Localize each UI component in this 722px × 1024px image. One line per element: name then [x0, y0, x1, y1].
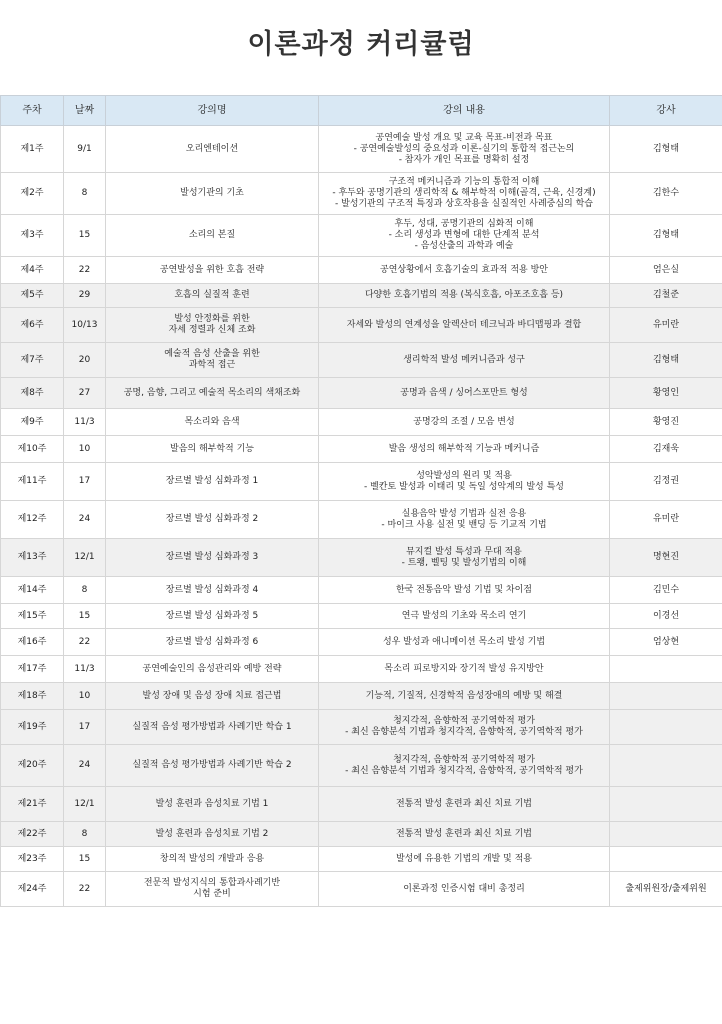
date-cell: 8	[64, 822, 106, 847]
lecture-content-cell: 기능적, 기질적, 신경학적 음성장애의 예방 및 해결	[319, 683, 610, 710]
lecture-content-cell: 공연예술 발성 개요 및 교육 목표-비전과 목표 - 공연예술발성의 중요성과 이론-실기의 통합적 접근논의 - 참자가 개인 목표를 명확히 설정	[319, 126, 610, 173]
header-lecture: 강의명	[106, 96, 319, 126]
teacher-cell	[610, 787, 722, 822]
teacher-cell: 김재욱	[610, 436, 722, 463]
table-row	[1, 787, 722, 822]
teacher-cell: 명현진	[610, 539, 722, 577]
lecture-name-cell: 호흡의 실질적 훈련	[106, 284, 319, 308]
date-cell: 9/1	[64, 126, 106, 173]
date-cell: 8	[64, 577, 106, 604]
teacher-cell: 엄상현	[610, 629, 722, 656]
lecture-name-cell: 목소리와 음색	[106, 409, 319, 436]
teacher-cell: 김형태	[610, 126, 722, 173]
week-cell: 제15주	[1, 604, 64, 629]
lecture-content-cell: 구조적 메커니즘과 기능의 통합적 이해 - 후두와 공명기관의 생리학적 & 해부학적 이해(골격, 근육, 신경계) - 발성기관의 구조적 특징과 상호작용을 실질적인 사례중심의 학습	[319, 173, 610, 215]
week-cell: 제5주	[1, 284, 64, 308]
week-cell: 제2주	[1, 173, 64, 215]
header-teacher: 강사	[610, 96, 722, 126]
teacher-cell: 김한수	[610, 173, 722, 215]
teacher-cell: 유미란	[610, 308, 722, 343]
week-cell: 제12주	[1, 501, 64, 539]
lecture-name-cell: 실질적 음성 평가방법과 사례기반 학습 2	[106, 745, 319, 787]
table-row	[1, 378, 722, 409]
table-row	[1, 683, 722, 710]
teacher-cell: 엄은실	[610, 257, 722, 284]
table-row	[1, 409, 722, 436]
teacher-cell: 김정권	[610, 463, 722, 501]
week-cell: 제17주	[1, 656, 64, 683]
lecture-name-cell: 소리의 본질	[106, 215, 319, 257]
teacher-cell: 김형태	[610, 215, 722, 257]
week-cell: 제16주	[1, 629, 64, 656]
teacher-cell	[610, 656, 722, 683]
date-cell: 8	[64, 173, 106, 215]
week-cell: 제8주	[1, 378, 64, 409]
table-row	[1, 710, 722, 745]
date-cell: 12/1	[64, 539, 106, 577]
week-cell: 제9주	[1, 409, 64, 436]
week-cell: 제21주	[1, 787, 64, 822]
table-row	[1, 822, 722, 847]
teacher-cell: 이경선	[610, 604, 722, 629]
teacher-cell	[610, 822, 722, 847]
table-row	[1, 847, 722, 872]
lecture-name-cell: 발음의 해부학적 기능	[106, 436, 319, 463]
table-row	[1, 656, 722, 683]
lecture-content-cell: 발성에 유용한 기법의 개발 및 적용	[319, 847, 610, 872]
table-row	[1, 173, 722, 215]
date-cell: 24	[64, 745, 106, 787]
lecture-content-cell: 연극 발성의 기초와 목소리 연기	[319, 604, 610, 629]
lecture-name-cell: 공연발성을 위한 호흡 전략	[106, 257, 319, 284]
table-row	[1, 539, 722, 577]
table-row	[1, 343, 722, 378]
table-row	[1, 629, 722, 656]
teacher-cell: 출제위원장/출제위원	[610, 872, 722, 907]
week-cell: 제6주	[1, 308, 64, 343]
week-cell: 제23주	[1, 847, 64, 872]
date-cell: 17	[64, 710, 106, 745]
table-row	[1, 257, 722, 284]
teacher-cell	[610, 710, 722, 745]
lecture-name-cell: 실질적 음성 평가방법과 사례기반 학습 1	[106, 710, 319, 745]
lecture-content-cell: 청지각적, 음향학적 공기역학적 평가 - 최신 음향분석 기법과 청지각적, 음향학적, 공기역학적 평가	[319, 745, 610, 787]
table-row	[1, 436, 722, 463]
lecture-content-cell: 공명과 음색 / 싱어스포만트 형성	[319, 378, 610, 409]
date-cell: 17	[64, 463, 106, 501]
week-cell: 제7주	[1, 343, 64, 378]
table-row	[1, 577, 722, 604]
lecture-name-cell: 예술적 음성 산출을 위한 과학적 접근	[106, 343, 319, 378]
lecture-content-cell: 전통적 발성 훈련과 최신 치료 기법	[319, 822, 610, 847]
table-row	[1, 126, 722, 173]
header-content: 강의 내용	[319, 96, 610, 126]
lecture-name-cell: 발성 장애 및 음성 장애 치료 접근법	[106, 683, 319, 710]
lecture-content-cell: 청지각적, 음향학적 공기역학적 평가 - 최신 음향분석 기법과 청지각적, 음향학적, 공기역학적 평가	[319, 710, 610, 745]
lecture-name-cell: 장르별 발성 심화과정 5	[106, 604, 319, 629]
table-row	[1, 308, 722, 343]
date-cell: 11/3	[64, 409, 106, 436]
week-cell: 제11주	[1, 463, 64, 501]
teacher-cell	[610, 745, 722, 787]
date-cell: 22	[64, 872, 106, 907]
teacher-cell: 김형태	[610, 343, 722, 378]
teacher-cell: 김민수	[610, 577, 722, 604]
teacher-cell: 황영인	[610, 378, 722, 409]
teacher-cell: 유미란	[610, 501, 722, 539]
week-cell: 제14주	[1, 577, 64, 604]
page-title: 이론과정 커리큘럼	[247, 29, 475, 60]
week-cell: 제3주	[1, 215, 64, 257]
date-cell: 10	[64, 436, 106, 463]
table-row	[1, 215, 722, 257]
lecture-name-cell: 창의적 발성의 개발과 응용	[106, 847, 319, 872]
lecture-content-cell: 공연상황에서 호흡기술의 효과적 적용 방안	[319, 257, 610, 284]
table-row	[1, 501, 722, 539]
date-cell: 24	[64, 501, 106, 539]
week-cell: 제13주	[1, 539, 64, 577]
lecture-content-cell: 한국 전통음악 발성 기법 및 차이점	[319, 577, 610, 604]
lecture-name-cell: 발성기관의 기초	[106, 173, 319, 215]
lecture-content-cell: 생리학적 발성 메커니즘과 성구	[319, 343, 610, 378]
table-row	[1, 604, 722, 629]
lecture-name-cell: 장르별 발성 심화과정 2	[106, 501, 319, 539]
lecture-content-cell: 공명강의 조절 / 모음 변성	[319, 409, 610, 436]
lecture-name-cell: 오리엔테이션	[106, 126, 319, 173]
header-date: 날짜	[64, 96, 106, 126]
lecture-name-cell: 공명, 음향, 그리고 예술적 목소리의 색채조화	[106, 378, 319, 409]
teacher-cell	[610, 683, 722, 710]
table-header-row	[1, 96, 722, 126]
week-cell: 제1주	[1, 126, 64, 173]
date-cell: 15	[64, 847, 106, 872]
curriculum-table	[0, 95, 722, 907]
lecture-content-cell: 다양한 호흡기법의 적용 (복식호흡, 아포조호흡 등)	[319, 284, 610, 308]
lecture-name-cell: 발성 훈련과 음성치료 기법 1	[106, 787, 319, 822]
week-cell: 제10주	[1, 436, 64, 463]
date-cell: 15	[64, 604, 106, 629]
week-cell: 제22주	[1, 822, 64, 847]
header-week: 주차	[1, 96, 64, 126]
date-cell: 10/13	[64, 308, 106, 343]
table-row	[1, 284, 722, 308]
week-cell: 제4주	[1, 257, 64, 284]
date-cell: 22	[64, 257, 106, 284]
lecture-content-cell: 발음 생성의 해부학적 기능과 메커니즘	[319, 436, 610, 463]
lecture-content-cell: 실용음악 발성 기법과 실전 응용 - 마이크 사용 실전 및 밴딩 등 기교적 기법	[319, 501, 610, 539]
week-cell: 제18주	[1, 683, 64, 710]
week-cell: 제24주	[1, 872, 64, 907]
week-cell: 제19주	[1, 710, 64, 745]
teacher-cell: 김철준	[610, 284, 722, 308]
date-cell: 22	[64, 629, 106, 656]
table-row	[1, 745, 722, 787]
table-row	[1, 872, 722, 907]
lecture-name-cell: 장르별 발성 심화과정 6	[106, 629, 319, 656]
lecture-content-cell: 전통적 발성 훈련과 최신 치료 기법	[319, 787, 610, 822]
lecture-content-cell: 성악발성의 원리 및 적용 - 벨칸토 발성과 이태리 및 독일 성악계의 발성 특성	[319, 463, 610, 501]
lecture-content-cell: 뮤지컬 발성 특성과 무대 적용 - 트왱, 벨팅 및 발성기법의 이해	[319, 539, 610, 577]
lecture-name-cell: 장르별 발성 심화과정 1	[106, 463, 319, 501]
date-cell: 11/3	[64, 656, 106, 683]
table-row	[1, 463, 722, 501]
lecture-content-cell: 후두, 성대, 공명기관의 심화적 이해 - 소리 생성과 변형에 대한 단계적 분석 - 음성산출의 과학과 예술	[319, 215, 610, 257]
lecture-content-cell: 성우 발성과 애니메이션 목소리 발성 기법	[319, 629, 610, 656]
date-cell: 27	[64, 378, 106, 409]
date-cell: 10	[64, 683, 106, 710]
lecture-content-cell: 자세와 발성의 연계성을 알렉산더 테크닉과 바디맵핑과 결합	[319, 308, 610, 343]
lecture-name-cell: 전문적 발성지식의 통합과사례기반 시험 준비	[106, 872, 319, 907]
lecture-name-cell: 장르별 발성 심화과정 4	[106, 577, 319, 604]
lecture-content-cell: 목소리 피로방지와 장기적 발성 유지방안	[319, 656, 610, 683]
teacher-cell	[610, 847, 722, 872]
week-cell: 제20주	[1, 745, 64, 787]
lecture-name-cell: 장르별 발성 심화과정 3	[106, 539, 319, 577]
teacher-cell: 황영진	[610, 409, 722, 436]
date-cell: 12/1	[64, 787, 106, 822]
lecture-name-cell: 발성 훈련과 음성치료 기법 2	[106, 822, 319, 847]
date-cell: 20	[64, 343, 106, 378]
date-cell: 15	[64, 215, 106, 257]
lecture-name-cell: 공연예술인의 음성관리와 예방 전략	[106, 656, 319, 683]
lecture-name-cell: 발성 안정화를 위한 자세 정렬과 신체 조화	[106, 308, 319, 343]
lecture-content-cell: 이론과정 인증시험 대비 총정리	[319, 872, 610, 907]
date-cell: 29	[64, 284, 106, 308]
